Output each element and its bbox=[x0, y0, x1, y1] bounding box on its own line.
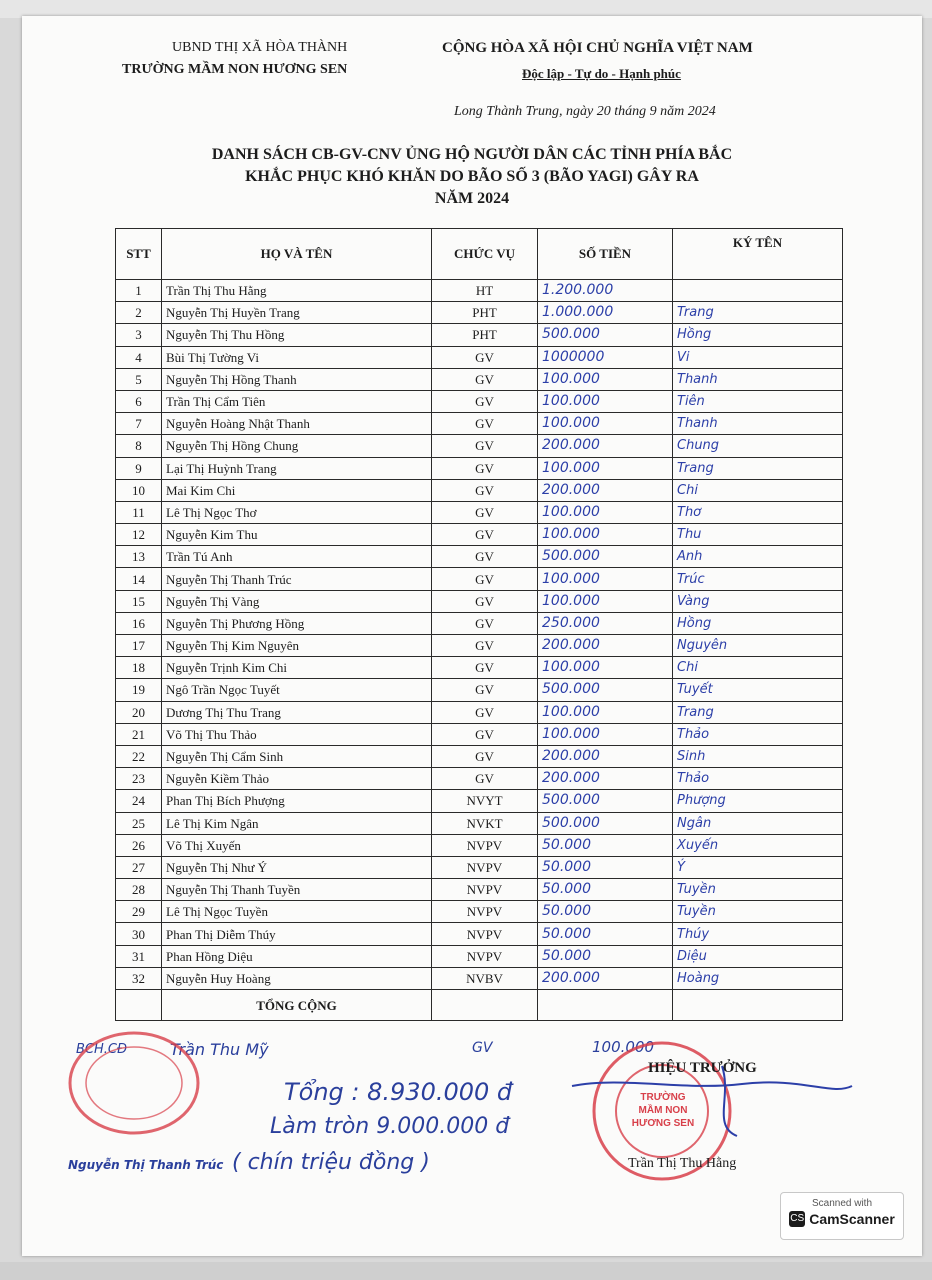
cell-name: Nguyễn Thị Thu Hồng bbox=[162, 324, 432, 346]
title-line-2: KHẮC PHỤC KHÓ KHĂN DO BÃO SỐ 3 (BÃO YAGI) GÂY RA bbox=[245, 168, 699, 185]
cell-amount: 50.000 bbox=[538, 856, 673, 878]
cell-signature: Thu bbox=[673, 524, 843, 546]
cell-amount: 100.000 bbox=[538, 723, 673, 745]
cell-name: Ngô Trần Ngọc Tuyết bbox=[162, 679, 432, 701]
cell-name: Nguyễn Thị Vàng bbox=[162, 590, 432, 612]
cell-stt: 12 bbox=[116, 524, 162, 546]
cell-stt: 25 bbox=[116, 812, 162, 834]
cell-signature: Hoàng bbox=[673, 967, 843, 989]
table-row bbox=[116, 546, 843, 568]
cell-signature: Thảo bbox=[673, 723, 843, 745]
cell-position: GV bbox=[432, 501, 538, 523]
cell-position: GV bbox=[432, 479, 538, 501]
cell-name: Nguyễn Thị Cẩm Sinh bbox=[162, 745, 432, 767]
cell-amount: 100.000 bbox=[538, 390, 673, 412]
cell-amount: 200.000 bbox=[538, 768, 673, 790]
cell-position: GV bbox=[432, 723, 538, 745]
cell-name: Nguyễn Thị Thanh Trúc bbox=[162, 568, 432, 590]
cell-signature: Xuyến bbox=[673, 834, 843, 856]
cell-signature: Thơ bbox=[673, 501, 843, 523]
cell-amount: 500.000 bbox=[538, 790, 673, 812]
cell-name: Lê Thị Kim Ngân bbox=[162, 812, 432, 834]
table-row bbox=[116, 302, 843, 324]
column-header-name: HỌ VÀ TÊN bbox=[162, 229, 432, 280]
cell-amount: 200.000 bbox=[538, 967, 673, 989]
org-line-2: TRƯỜNG MẦM NON HƯƠNG SEN bbox=[122, 62, 348, 77]
total-row bbox=[116, 990, 843, 1021]
document-page bbox=[22, 16, 922, 1256]
cell-name: Phan Hồng Diệu bbox=[162, 945, 432, 967]
cell-name: Nguyễn Thị Huyền Trang bbox=[162, 302, 432, 324]
cell-name: Lại Thị Huỳnh Trang bbox=[162, 457, 432, 479]
table-row bbox=[116, 768, 843, 790]
cell-amount: 100.000 bbox=[538, 590, 673, 612]
cell-stt: 2 bbox=[116, 302, 162, 324]
cell-name: Trần Thị Thu Hằng bbox=[162, 280, 432, 302]
cell-stt: 4 bbox=[116, 346, 162, 368]
extra-amount-handwritten: 100.000 bbox=[592, 1038, 655, 1056]
total-cell-stt bbox=[116, 990, 162, 1021]
table-row bbox=[116, 701, 843, 723]
title-line-1: DANH SÁCH CB-GV-CNV ỦNG HỘ NGƯỜI DÂN CÁC TỈNH PHÍA BẮC bbox=[211, 146, 733, 163]
cell-amount: 100.000 bbox=[538, 413, 673, 435]
cell-stt: 9 bbox=[116, 457, 162, 479]
table-row bbox=[116, 679, 843, 701]
cell-name: Trần Thị Cẩm Tiên bbox=[162, 390, 432, 412]
cell-amount: 200.000 bbox=[538, 435, 673, 457]
cell-signature: Chung bbox=[673, 435, 843, 457]
table-row bbox=[116, 435, 843, 457]
cell-name: Lê Thị Ngọc Tuyền bbox=[162, 901, 432, 923]
cell-stt: 15 bbox=[116, 590, 162, 612]
cell-amount: 200.000 bbox=[538, 635, 673, 657]
cell-amount: 250.000 bbox=[538, 612, 673, 634]
cell-position: GV bbox=[432, 413, 538, 435]
cell-amount: 200.000 bbox=[538, 479, 673, 501]
cell-amount: 50.000 bbox=[538, 901, 673, 923]
cell-signature: Nguyên bbox=[673, 635, 843, 657]
cell-signature: Ý bbox=[673, 856, 843, 878]
cell-signature: Thảo bbox=[673, 768, 843, 790]
nation-line-1: CỘNG HÒA XÃ HỘI CHỦ NGHĨA VIỆT NAM bbox=[442, 40, 753, 56]
cell-position: GV bbox=[432, 701, 538, 723]
table-row bbox=[116, 568, 843, 590]
cell-signature: Thanh bbox=[673, 413, 843, 435]
cell-name: Nguyễn Thị Như Ý bbox=[162, 856, 432, 878]
table-row bbox=[116, 280, 843, 302]
cell-position: NVYT bbox=[432, 790, 538, 812]
cell-name: Phan Thị Diễm Thúy bbox=[162, 923, 432, 945]
donation-table bbox=[115, 228, 843, 1021]
column-header-signature: KÝ TÊN bbox=[673, 229, 843, 280]
cell-signature: Tuyết bbox=[673, 679, 843, 701]
cell-amount: 500.000 bbox=[538, 679, 673, 701]
cell-amount: 100.000 bbox=[538, 368, 673, 390]
rounded-line: Làm tròn 9.000.000 đ bbox=[270, 1114, 510, 1139]
cell-position: GV bbox=[432, 524, 538, 546]
stamp-left-label: BCH.CĐ bbox=[76, 1042, 128, 1057]
camscanner-logo-icon: CS bbox=[789, 1211, 805, 1227]
table-row bbox=[116, 879, 843, 901]
cell-amount: 100.000 bbox=[538, 568, 673, 590]
cell-stt: 19 bbox=[116, 679, 162, 701]
signer-note: Nguyễn Thị Thanh Trúc bbox=[68, 1158, 224, 1172]
table-row bbox=[116, 524, 843, 546]
cell-name: Nguyễn Thị Phương Hồng bbox=[162, 612, 432, 634]
table-row bbox=[116, 834, 843, 856]
cell-position: NVPV bbox=[432, 923, 538, 945]
cell-signature: Tuyền bbox=[673, 879, 843, 901]
stamp-text: TRƯỜNG MẦM NON HƯƠNG SEN bbox=[631, 1092, 695, 1129]
cell-position: PHT bbox=[432, 324, 538, 346]
cell-stt: 24 bbox=[116, 790, 162, 812]
total-label: TỔNG CỘNG bbox=[162, 990, 432, 1021]
cell-position: NVPV bbox=[432, 856, 538, 878]
cell-name: Nguyễn Thị Hồng Thanh bbox=[162, 368, 432, 390]
cell-name: Nguyễn Hoàng Nhật Thanh bbox=[162, 413, 432, 435]
cell-signature: Vàng bbox=[673, 590, 843, 612]
cell-signature bbox=[673, 280, 843, 302]
cell-signature: Vi bbox=[673, 346, 843, 368]
cell-amount: 500.000 bbox=[538, 546, 673, 568]
scanner-badge-line2: CamScanner bbox=[809, 1211, 895, 1227]
cell-position: GV bbox=[432, 435, 538, 457]
column-header-stt: STT bbox=[116, 229, 162, 280]
cell-stt: 22 bbox=[116, 745, 162, 767]
cell-amount: 50.000 bbox=[538, 945, 673, 967]
cell-name: Mai Kim Chi bbox=[162, 479, 432, 501]
table-row bbox=[116, 368, 843, 390]
cell-stt: 16 bbox=[116, 612, 162, 634]
cell-name: Trần Tú Anh bbox=[162, 546, 432, 568]
total-cell-signature bbox=[673, 990, 843, 1021]
cell-position: NVPV bbox=[432, 901, 538, 923]
total-cell-position bbox=[432, 990, 538, 1021]
extra-name-handwritten: Trần Thu Mỹ bbox=[170, 1040, 269, 1059]
table-row bbox=[116, 790, 843, 812]
cell-signature: Hồng bbox=[673, 612, 843, 634]
cell-position: GV bbox=[432, 679, 538, 701]
cell-name: Nguyễn Thị Kim Nguyên bbox=[162, 635, 432, 657]
cell-position: HT bbox=[432, 280, 538, 302]
cell-amount: 50.000 bbox=[538, 834, 673, 856]
cell-name: Nguyễn Huy Hoàng bbox=[162, 967, 432, 989]
cell-name: Võ Thị Xuyến bbox=[162, 834, 432, 856]
cell-stt: 3 bbox=[116, 324, 162, 346]
cell-stt: 32 bbox=[116, 967, 162, 989]
cell-signature: Tuyền bbox=[673, 901, 843, 923]
cell-signature: Anh bbox=[673, 546, 843, 568]
cell-amount: 500.000 bbox=[538, 324, 673, 346]
cell-name: Võ Thị Thu Thảo bbox=[162, 723, 432, 745]
cell-name: Nguyễn Kiềm Thảo bbox=[162, 768, 432, 790]
cell-stt: 31 bbox=[116, 945, 162, 967]
cell-signature: Trang bbox=[673, 302, 843, 324]
cell-signature: Thanh bbox=[673, 368, 843, 390]
cell-amount: 100.000 bbox=[538, 657, 673, 679]
table-row bbox=[116, 457, 843, 479]
principal-signature-icon bbox=[562, 1056, 862, 1146]
words-line: ( chín triệu đồng ) bbox=[232, 1150, 430, 1175]
cell-position: NVPV bbox=[432, 879, 538, 901]
table-row bbox=[116, 901, 843, 923]
bottom-strip bbox=[0, 1262, 932, 1280]
cell-amount: 50.000 bbox=[538, 879, 673, 901]
cell-stt: 14 bbox=[116, 568, 162, 590]
table-row bbox=[116, 413, 843, 435]
table-header-row bbox=[116, 229, 843, 280]
title-line-3: NĂM 2024 bbox=[434, 190, 510, 207]
cell-position: GV bbox=[432, 368, 538, 390]
table-row bbox=[116, 346, 843, 368]
cell-position: NVPV bbox=[432, 945, 538, 967]
place-date: Long Thành Trung, ngày 20 tháng 9 năm 2024 bbox=[454, 104, 716, 119]
cell-signature: Trúc bbox=[673, 568, 843, 590]
cell-position: GV bbox=[432, 612, 538, 634]
cell-position: GV bbox=[432, 768, 538, 790]
sum-line: Tổng : 8.930.000 đ bbox=[284, 1078, 513, 1106]
total-cell-amount bbox=[538, 990, 673, 1021]
cell-stt: 6 bbox=[116, 390, 162, 412]
cell-amount: 100.000 bbox=[538, 457, 673, 479]
table-row bbox=[116, 635, 843, 657]
cell-position: GV bbox=[432, 568, 538, 590]
cell-amount: 100.000 bbox=[538, 524, 673, 546]
cell-stt: 7 bbox=[116, 413, 162, 435]
table-row bbox=[116, 479, 843, 501]
cell-stt: 23 bbox=[116, 768, 162, 790]
column-header-amount: SỐ TIỀN bbox=[538, 229, 673, 280]
table-row bbox=[116, 923, 843, 945]
cell-name: Nguyễn Thị Thanh Tuyền bbox=[162, 879, 432, 901]
cell-signature: Hồng bbox=[673, 324, 843, 346]
table-row bbox=[116, 812, 843, 834]
cell-amount: 1.200.000 bbox=[538, 280, 673, 302]
cell-signature: Phượng bbox=[673, 790, 843, 812]
table-row bbox=[116, 967, 843, 989]
cell-signature: Sinh bbox=[673, 745, 843, 767]
cell-position: GV bbox=[432, 635, 538, 657]
cell-name: Nguyễn Thị Hồng Chung bbox=[162, 435, 432, 457]
cell-stt: 28 bbox=[116, 879, 162, 901]
cell-name: Dương Thị Thu Trang bbox=[162, 701, 432, 723]
cell-position: GV bbox=[432, 590, 538, 612]
cell-stt: 5 bbox=[116, 368, 162, 390]
cell-stt: 10 bbox=[116, 479, 162, 501]
cell-position: GV bbox=[432, 390, 538, 412]
table-row bbox=[116, 501, 843, 523]
cell-amount: 200.000 bbox=[538, 745, 673, 767]
cell-amount: 100.000 bbox=[538, 701, 673, 723]
cell-stt: 11 bbox=[116, 501, 162, 523]
cell-signature: Chi bbox=[673, 657, 843, 679]
cell-amount: 1000000 bbox=[538, 346, 673, 368]
cell-position: GV bbox=[432, 745, 538, 767]
signature-title: HIỆU TRƯỞNG bbox=[648, 1060, 757, 1076]
cell-signature: Ngân bbox=[673, 812, 843, 834]
cell-stt: 18 bbox=[116, 657, 162, 679]
cell-signature: Tiên bbox=[673, 390, 843, 412]
scanner-badge bbox=[780, 1192, 904, 1240]
cell-name: Nguyễn Kim Thu bbox=[162, 524, 432, 546]
signature-name: Trần Thị Thu Hằng bbox=[628, 1156, 737, 1171]
cell-stt: 13 bbox=[116, 546, 162, 568]
table-row bbox=[116, 856, 843, 878]
cell-name: Bùi Thị Tường Vi bbox=[162, 346, 432, 368]
cell-position: NVPV bbox=[432, 834, 538, 856]
cell-signature: Trang bbox=[673, 701, 843, 723]
cell-stt: 30 bbox=[116, 923, 162, 945]
cell-position: PHT bbox=[432, 302, 538, 324]
cell-amount: 1.000.000 bbox=[538, 302, 673, 324]
table-row bbox=[116, 945, 843, 967]
cell-position: GV bbox=[432, 457, 538, 479]
cell-stt: 26 bbox=[116, 834, 162, 856]
cell-position: GV bbox=[432, 546, 538, 568]
cell-name: Phan Thị Bích Phượng bbox=[162, 790, 432, 812]
cell-stt: 27 bbox=[116, 856, 162, 878]
cell-amount: 50.000 bbox=[538, 923, 673, 945]
union-stamp bbox=[64, 1028, 204, 1138]
column-header-position: CHỨC VỤ bbox=[432, 229, 538, 280]
cell-signature: Thúy bbox=[673, 923, 843, 945]
cell-signature: Diệu bbox=[673, 945, 843, 967]
cell-position: GV bbox=[432, 657, 538, 679]
cell-stt: 1 bbox=[116, 280, 162, 302]
cell-stt: 17 bbox=[116, 635, 162, 657]
table-row bbox=[116, 657, 843, 679]
extra-position-handwritten: GV bbox=[472, 1040, 493, 1056]
cell-signature: Trang bbox=[673, 457, 843, 479]
cell-position: NVKT bbox=[432, 812, 538, 834]
cell-stt: 8 bbox=[116, 435, 162, 457]
cell-position: GV bbox=[432, 346, 538, 368]
cell-amount: 100.000 bbox=[538, 501, 673, 523]
nation-line-2: Độc lập - Tự do - Hạnh phúc bbox=[522, 66, 681, 81]
table-body bbox=[116, 280, 843, 990]
cell-stt: 20 bbox=[116, 701, 162, 723]
table-row bbox=[116, 390, 843, 412]
cell-amount: 500.000 bbox=[538, 812, 673, 834]
table-row bbox=[116, 324, 843, 346]
cell-name: Lê Thị Ngọc Thơ bbox=[162, 501, 432, 523]
cell-stt: 29 bbox=[116, 901, 162, 923]
table-row bbox=[116, 723, 843, 745]
cell-signature: Chi bbox=[673, 479, 843, 501]
org-line-1: UBND THỊ XÃ HÒA THÀNH bbox=[172, 40, 348, 55]
table-row bbox=[116, 590, 843, 612]
table-row bbox=[116, 612, 843, 634]
cell-position: NVBV bbox=[432, 967, 538, 989]
cell-stt: 21 bbox=[116, 723, 162, 745]
table-row bbox=[116, 745, 843, 767]
cell-name: Nguyễn Trịnh Kim Chi bbox=[162, 657, 432, 679]
scanner-badge-line1: Scanned with bbox=[811, 1198, 873, 1209]
